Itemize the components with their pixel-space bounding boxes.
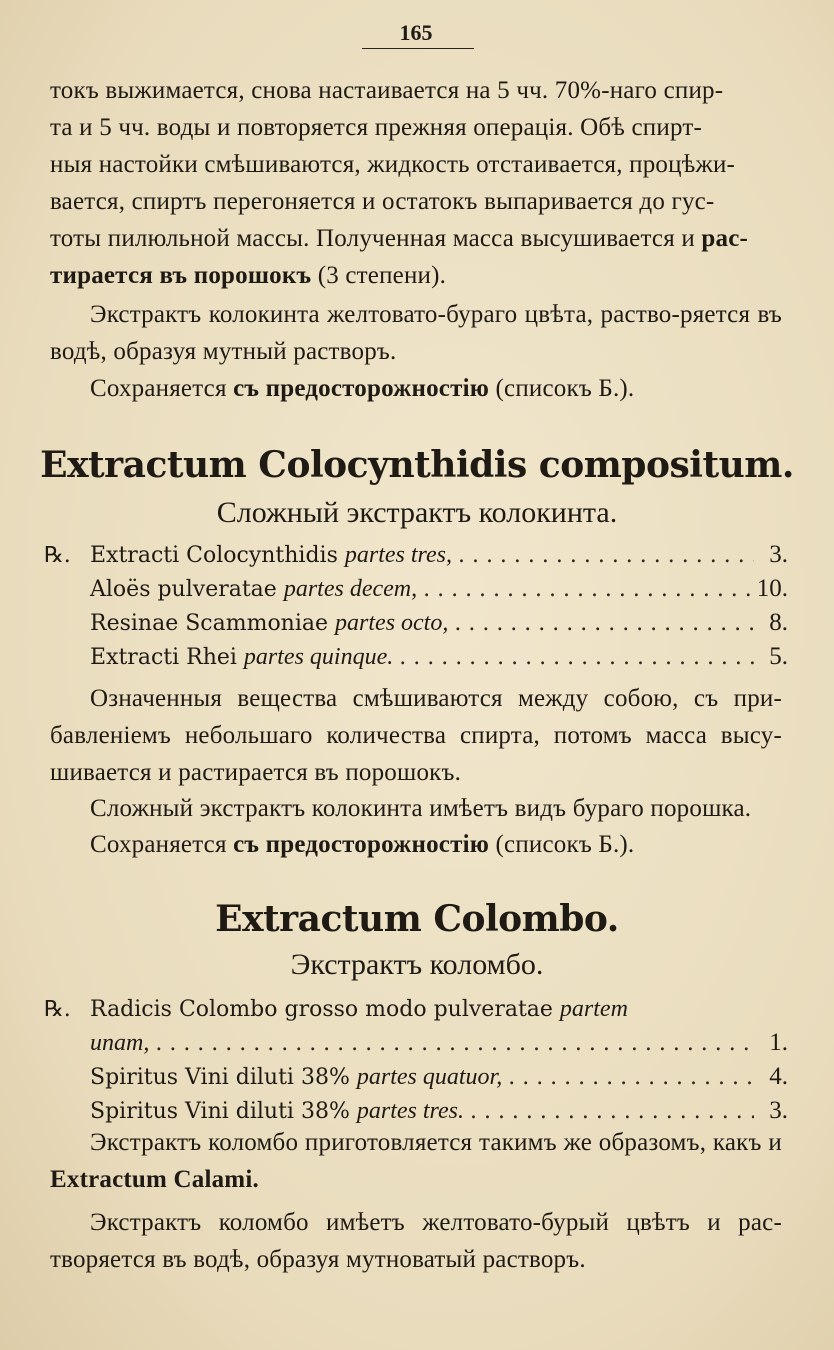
ingredient-amount: partes decem,: [283, 576, 418, 602]
prescription-row: [44, 640, 788, 674]
intro-paragraph: [50, 72, 782, 294]
ingredient-quantity: 10.: [756, 575, 788, 602]
section-storage-note: [50, 826, 782, 863]
recipe-symbol: ℞.: [44, 997, 71, 1022]
intro-line: (3 степени).: [311, 262, 447, 289]
ingredient-name: Extracti Colocynthidis: [90, 543, 345, 568]
cross-reference: Extractum Calami.: [50, 1166, 259, 1193]
ingredient-quantity: 3.: [769, 541, 788, 568]
page-number: 165: [399, 20, 433, 45]
prescription-row: [44, 538, 788, 572]
leader-dots: [454, 607, 754, 641]
intro-line: та и 5 чч. воды и повторяется прежняя операція. Обѣ спирт-: [50, 114, 702, 141]
storage-bold: съ предосторожностію: [233, 831, 490, 858]
ingredient-quantity: 8.: [769, 609, 788, 636]
storage-label: Сохраняется: [90, 831, 234, 858]
page-number-rule: [362, 48, 474, 49]
preparation-method: Означенныя вещества смѣшиваются между собою, съ при-бавленіемъ небольшаго количества спирта, потомъ масса высу-шивается и растирается въ порошокъ.: [50, 685, 782, 786]
prescription-row: [44, 572, 788, 606]
ingredient-amount: partes tres.: [356, 1098, 464, 1124]
leader-dots: [458, 539, 754, 573]
preparation-text: Экстрактъ коломбо приготовляется такимъ же образомъ, какъ и: [90, 1129, 782, 1156]
prescription-list: [44, 538, 788, 674]
section-subtitle: Экстрактъ коломбо.: [290, 948, 544, 981]
preparation-method: [50, 1124, 782, 1198]
ingredient-name: Radicis Colombo grosso modo pulveratae: [90, 997, 560, 1022]
prescription-row: [44, 1060, 788, 1094]
prescription-row: [44, 606, 788, 640]
storage-label: Сохраняется: [90, 375, 234, 402]
storage-list: (списокъ Б.).: [489, 831, 635, 858]
intro-line: ныя настойки смѣшиваются, жидкость отстаивается, процѣжи-: [50, 151, 736, 178]
intro-description: Экстрактъ колокинта желтовато-бураго цвѣта, раство-ряется въ водѣ, образуя мутный растворъ.: [50, 301, 782, 365]
prescription-row: [44, 992, 788, 1026]
storage-list: (списокъ Б.).: [489, 375, 635, 402]
ingredient-quantity: 1.: [769, 1029, 788, 1056]
section-title: Extractum Colombo.: [215, 898, 619, 940]
recipe-symbol: ℞.: [44, 543, 71, 568]
ingredient-amount: partes quatuor,: [356, 1064, 503, 1090]
ingredient-name: Spiritus Vini diluti 38%: [90, 1065, 357, 1090]
ingredient-name: Spiritus Vini diluti 38%: [90, 1099, 357, 1124]
leader-dots: [399, 641, 754, 675]
prescription-row: [44, 1094, 788, 1128]
ingredient-quantity: 5.: [769, 643, 788, 670]
leader-dots: [508, 1061, 754, 1095]
ingredient-name: Resinae Scammoniae: [90, 611, 336, 636]
intro-line: вается, спиртъ перегоняется и остатокъ выпаривается до гус-: [50, 188, 715, 215]
intro-storage-note: [50, 370, 782, 407]
ingredient-name: Extracti Rhei: [90, 645, 244, 670]
section-title: Extractum Colocynthidis compositum.: [40, 444, 794, 486]
ingredient-name: Aloës pulveratae: [90, 577, 284, 602]
ingredient-amount: unam,: [90, 1030, 150, 1056]
ingredient-quantity: 3.: [769, 1097, 788, 1124]
prescription-row: [44, 1026, 788, 1060]
ingredient-amount: partes tres,: [344, 542, 452, 568]
section-description: Сложный экстрактъ колокинта имѣетъ видъ бураго порошка.: [90, 795, 752, 822]
ingredient-amount: partes quinque.: [243, 644, 394, 670]
prescription-list: [44, 992, 788, 1128]
section-description: Экстрактъ коломбо имѣетъ желтовато-бурый цвѣтъ и рас-творяется въ водѣ, образуя мутноватый растворъ.: [50, 1209, 782, 1273]
storage-bold: съ предосторожностію: [233, 375, 490, 402]
intro-bold-text: тирается въ порошокъ: [50, 262, 312, 289]
intro-line: токъ выжимается, снова настаивается на 5 чч. 70%-наго спир-: [50, 77, 724, 104]
leader-dots: [423, 573, 751, 607]
section-subtitle: Сложный экстрактъ колокинта.: [216, 496, 618, 529]
ingredient-amount: partes octo,: [335, 610, 449, 636]
intro-bold-text: рас-: [701, 225, 749, 252]
ingredient-quantity: 4.: [769, 1063, 788, 1090]
intro-line: тоты пилюльной массы. Полученная масса высушивается и: [50, 225, 702, 252]
ingredient-amount: partem: [559, 996, 628, 1022]
leader-dots: [155, 1027, 754, 1061]
